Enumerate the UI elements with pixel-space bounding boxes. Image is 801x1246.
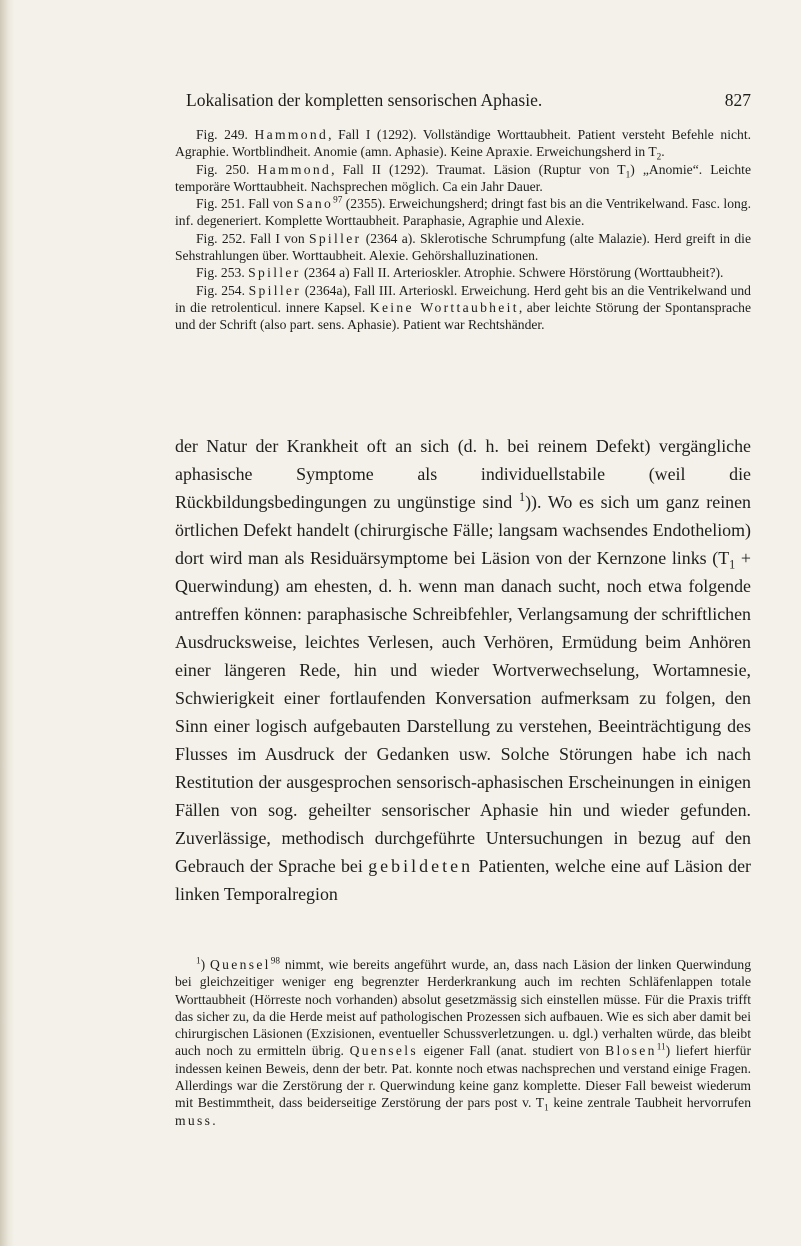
caption-fig-label: Fig. 251.: [196, 196, 245, 212]
main-emphasis: gebildeten: [368, 856, 474, 876]
running-header: [186, 89, 751, 111]
caption-fig-label: Fig. 249.: [196, 127, 248, 142]
main-text: [175, 432, 751, 908]
footnote-reference: 1: [519, 490, 526, 505]
footnote-paragraph: $^1$) Quensel$^{98}$ nimmt, wie bereits angeführt wurde, an, dass nach Läsion der linken Querwindung bei gleichzeitiger weniger eng begrenzter Herderkrankung auch im rechten Schläfenlappen totale Worttaubheit (Hörreste noch vorhanden) absolut gesetzmässig sich einstellen müsse. Für die Praxis trifft das sicher zu, da die Herde meist auf pathologischen Prozessen sich aufbauen. Wie es sich aber damit bei chirurgischen Läsionen (Exzisionen, eventueller Schussverletzungen. u. dgl.) verhalten würde, das bleibt auch noch zu ermitteln übrig. Quensels eigener Fall (anat. studiert von Blosen$^{11}$) liefert hierfür indessen keinen Beweis, denn der betr. Pat. konnte noch etwas nachsprechen und verstand einige Fragen. Allerdings war die Zerstörung der r. Querwindung keine ganz komplette. Dieser Fall beweist wiederum mit Bestimmtheit, dass beiderseitige Zerstörung der pars post v. $T_1$ keine zentrale Taubheit hervorrufen muss.: [175, 955, 752, 1128]
caption-author: Spiller: [248, 282, 302, 298]
caption-fig-label: Fig. 253.: [196, 265, 245, 281]
caption-fig-250: Fig. 250. Hammond, Fall II (1292). Traumat. Läsion (Ruptur von $T_1$) „Anomie“. Leichte temporäre Worttaubheit. Nachsprechen möglich. Ca ein Jahr Dauer.: [175, 161, 751, 194]
main-paragraph: der Natur der Krankheit oft an sich (d. h. bei reinem Defekt) vergängliche aphasische Symptome als individuellstabile (weil die Rückbildungsbedingungen zu ungünstige sind $^1$)). Wo es sich um ganz reinen örtlichen Defekt handelt (chirurgische Fälle; langsam wachsendes Endotheliom) dort wird man als Residuärsymptome bei Läsion von der Kernzone links ($T_1$ + Querwindung) am ehesten, d. h. wenn man danach sucht, noch etwa folgende antreffen können: paraphasische Schreibfehler, Verlangsamung der schriftlichen Ausdrucksweise, leichtes Verlesen, auch Verhören, Ermüdung beim Anhören einer längeren Rede, hin und wieder Wortverwechselung, Wortamnesie, Schwierigkeit einer fortlaufenden Konversation aufmerksam zu folgen, den Sinn einer logisch aufgebauten Darstellung zu verstehen, Beeinträchtigung des Flusses im Ausdruck der Gedanken usw. Solche Störungen habe ich nach Restitution der ausgesprochen sensorisch-aphasischen Erscheinungen in einigen Fällen von sog. geheilter sensorischer Aphasie hin und wieder gefunden. Zuverlässige, methodisch durchgeführte Untersuchungen in bezug auf den Gebrauch der Sprache bei gebildeten Patienten, welche eine auf Läsion der linken Temporalregion: [175, 436, 752, 904]
footnote: [175, 956, 751, 1129]
caption-author: Hammond: [257, 161, 332, 177]
caption-fig-251: Fig. 251. Fall von Sano$^{97}$ (2355). Erweichungsherd; dringt fast bis an die Ventrikelwand. Fasc. long. inf. degeneriert. Komplette Worttaubheit. Paraphasie, Agraphie und Alexie.: [175, 194, 751, 229]
caption-fig-label: Fig. 252.: [196, 230, 246, 246]
footnote-marker: 1: [196, 955, 201, 966]
page-number: 827: [724, 90, 751, 110]
footnote-author: Blosen: [605, 1043, 657, 1059]
caption-author: Hammond: [254, 127, 329, 142]
caption-fig-254: Fig. 254. Spiller (2364a), Fall III. Arterioskl. Erweichung. Herd geht bis an die Ventrikelwand und in die retrolenticul. innere Kapsel. Keine Worttaubheit, aber leichte Störung der Spontansprache und der Schrift (also part. sens. Aphasie). Patient war Rechtshänder.: [175, 282, 751, 333]
caption-fig-252: Fig. 252. Fall I von Spiller (2364 a). Sklerotische Schrumpfung (alte Malazie). Herd greift in die Sehstrahlungen über. Worttaubheit. Alexie. Gehörshalluzinationen.: [175, 230, 751, 264]
running-title: Lokalisation der kompletten sensorischen Aphasie.: [186, 90, 543, 110]
caption-fig-249: Fig. 249. Hammond, Fall I (1292). Vollständige Worttaubheit. Patient versteht Befehle nicht. Agraphie. Wortblindheit. Anomie (amn. Aphasie). Keine Apraxie. Erweichungsherd in $T_2$.: [175, 127, 751, 163]
figure-captions: [175, 126, 751, 334]
footnote-author: Quensel: [210, 957, 271, 972]
footnote-author: Quensels: [349, 1043, 418, 1059]
caption-author: Spiller: [308, 230, 362, 246]
caption-emphasis: Keine Worttaubheit: [369, 299, 519, 315]
caption-fig-253: Fig. 253. Spiller (2364 a) Fall II. Arterioskler. Atrophie. Schwere Hörstörung (Worttaubheit?).: [196, 265, 724, 281]
footnote-emphasis: muss: [175, 1112, 213, 1128]
caption-author: Sano: [296, 196, 334, 212]
caption-fig-label: Fig. 250.: [196, 161, 250, 177]
page-gutter-shadow: [0, 0, 14, 1246]
caption-fig-label: Fig. 254.: [196, 282, 245, 298]
caption-author: Spiller: [248, 265, 301, 281]
